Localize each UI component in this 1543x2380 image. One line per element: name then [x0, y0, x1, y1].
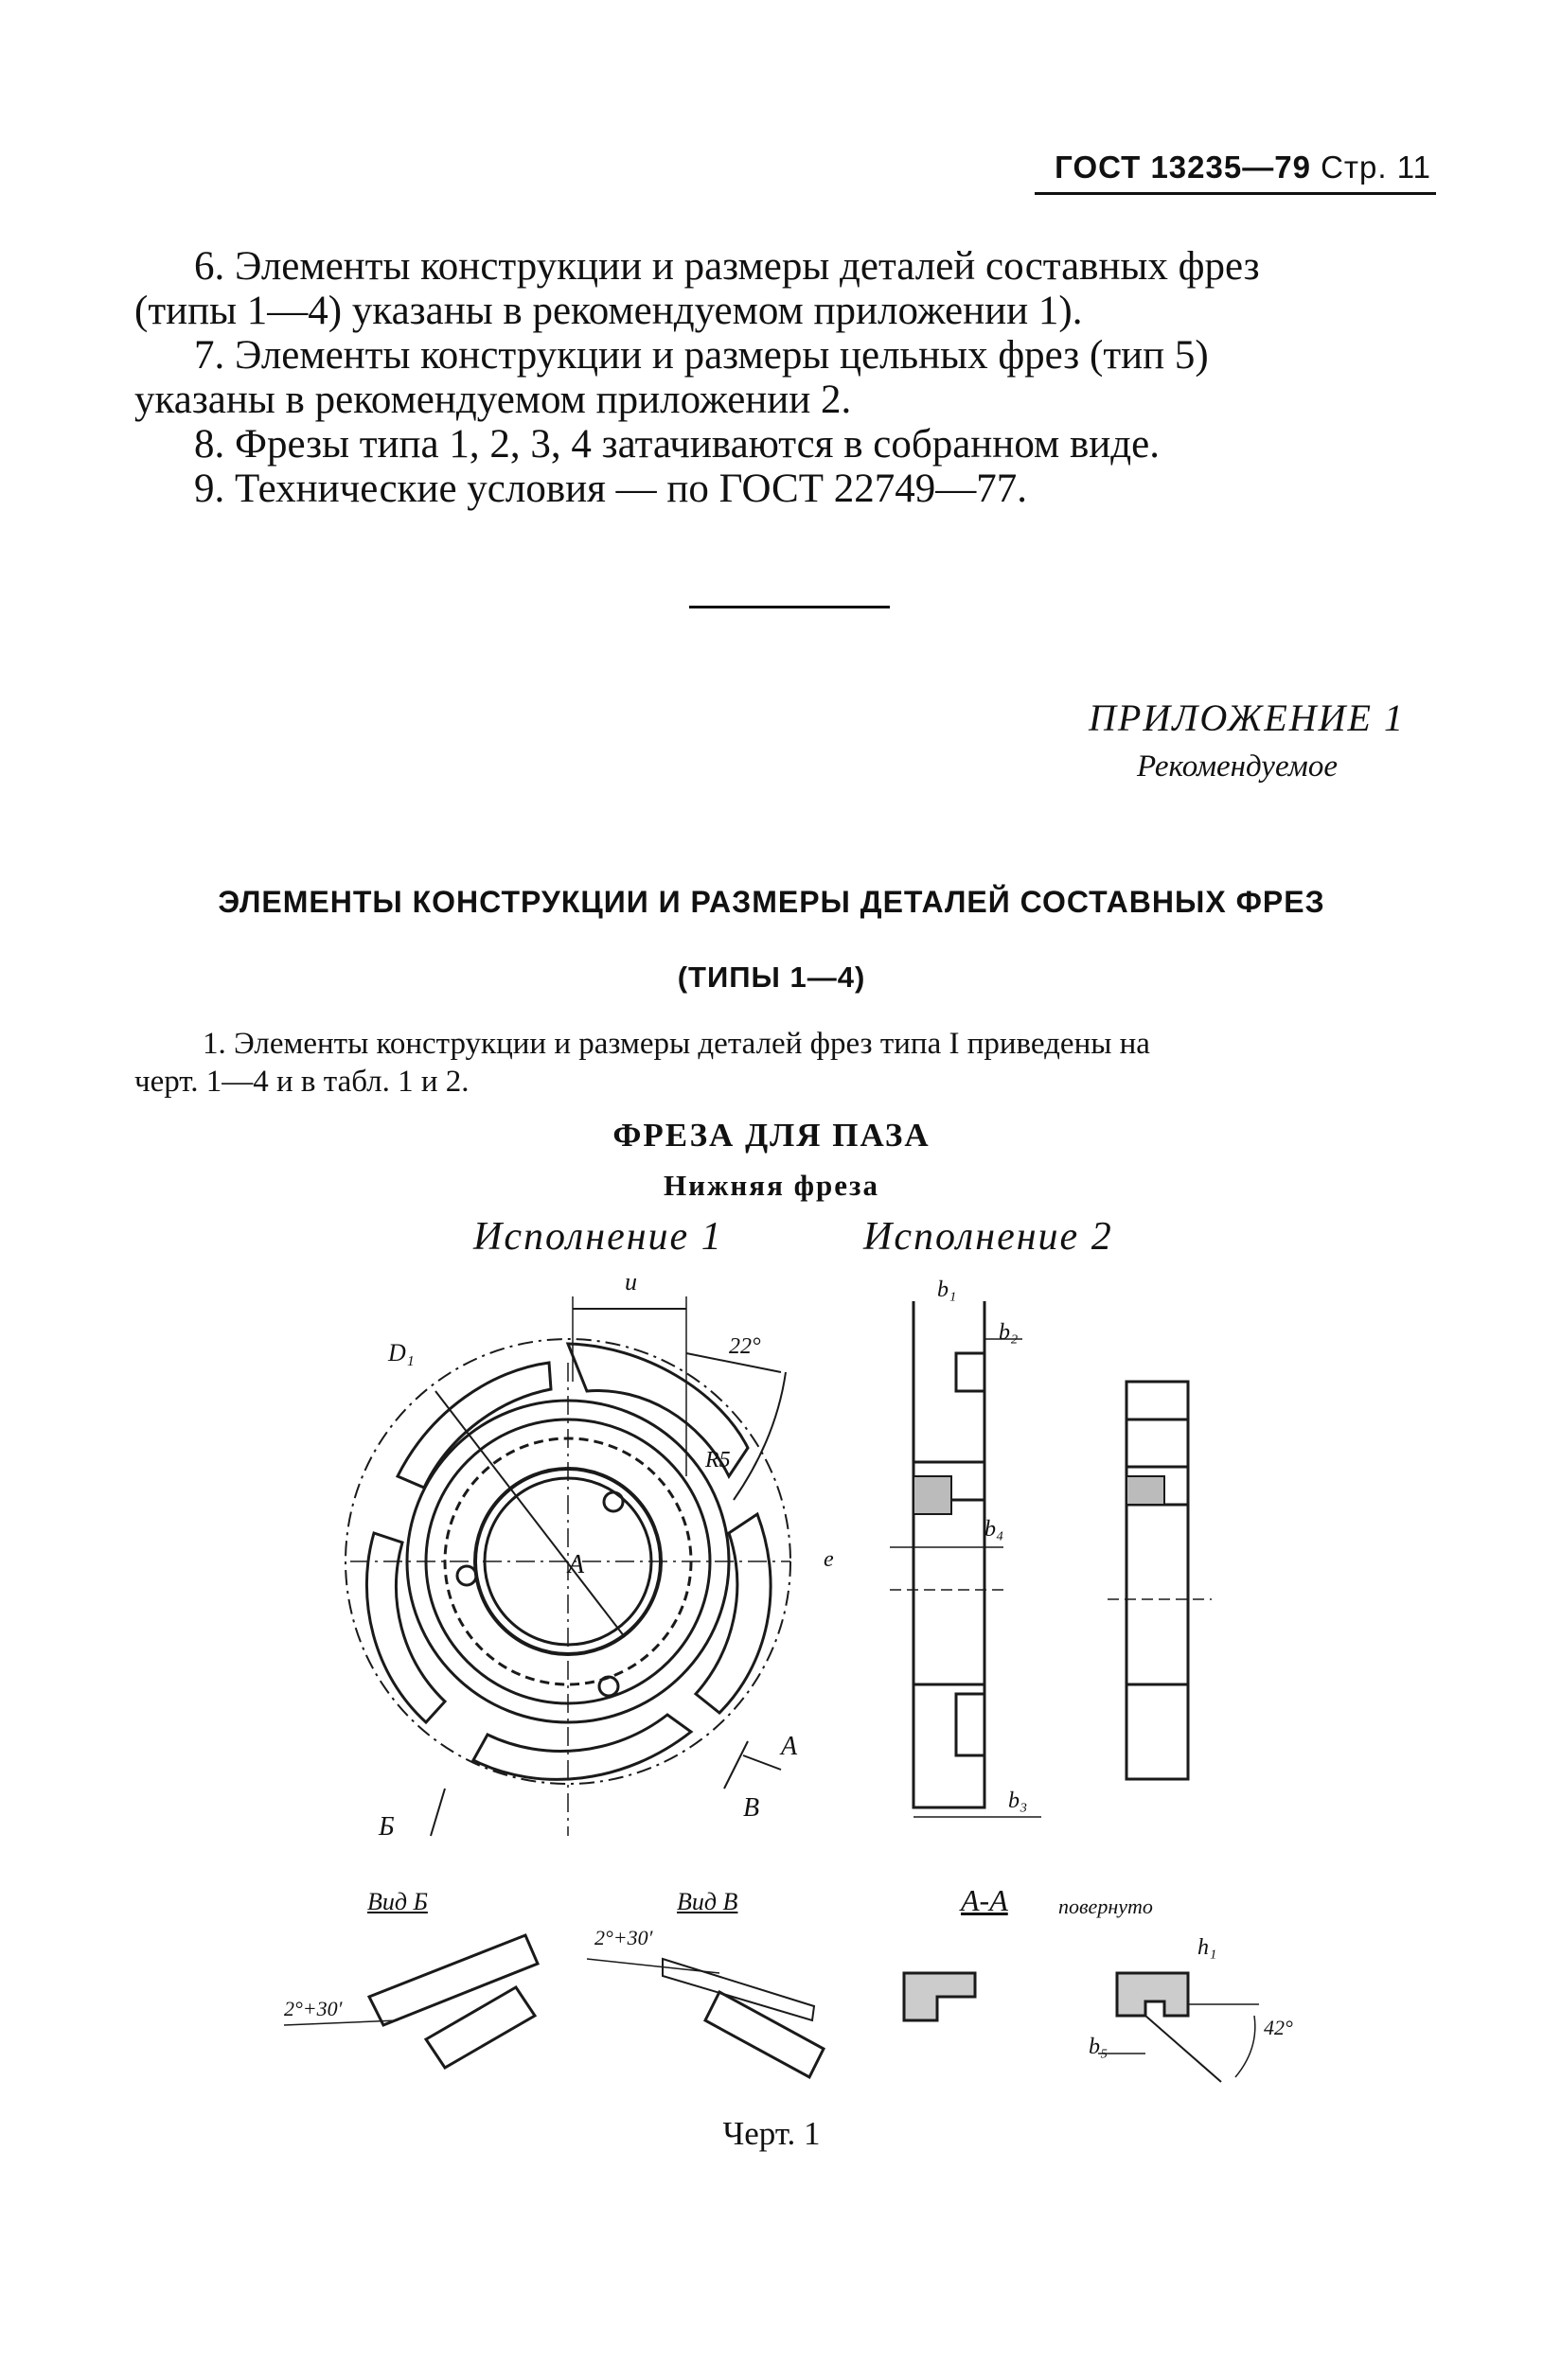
label-r5: R5	[705, 1448, 731, 1472]
label-view-v-arrow: В	[743, 1793, 760, 1823]
label-angle-view-b: 2°+30′	[284, 1997, 343, 2020]
label-b1: b₁	[937, 1278, 957, 1302]
view-b-title: Вид Б	[367, 1888, 428, 1915]
label-view-b-arrow: Б	[379, 1812, 395, 1842]
section-aa-title: А-А	[961, 1883, 1008, 1917]
label-angle-42: 42°	[1264, 2016, 1293, 2039]
figure-caption: Черт. 1	[722, 2115, 821, 2152]
label-b4: b₄	[984, 1517, 1004, 1542]
label-a-center: A	[568, 1550, 585, 1579]
variant-1-label: Исполнение 1	[473, 1215, 723, 1259]
item-7-line1: 7. Элементы конструкции и размеры цельных фрез (тип 5)	[194, 333, 1209, 378]
item-6-line1: 6. Элементы конструкции и размеры деталей составных фрез	[194, 244, 1260, 289]
item-9: 9. Технические условия — по ГОСТ 22749—77.	[194, 467, 1027, 511]
figure-subtitle: Нижняя фреза	[663, 1169, 879, 1202]
page-number: Стр. 11	[1321, 150, 1431, 185]
cutter-side-view-1	[890, 1301, 1041, 1817]
label-d1: D₁	[388, 1339, 415, 1366]
section-para-line1: 1. Элементы конструкции и размеры деталей фрез типа I приведены на	[203, 1027, 1150, 1061]
label-h1: h₁	[1197, 1935, 1217, 1960]
figure-title: ФРЕЗА ДЛЯ ПАЗА	[612, 1117, 931, 1154]
appendix-status: Рекомендуемое	[1136, 749, 1338, 784]
section-aa-drawing	[904, 1973, 1259, 2082]
item-6-line2: (типы 1—4) указаны в рекомендуемом приложении 1).	[134, 289, 1083, 333]
standard-number: ГОСТ 13235—79	[1055, 150, 1311, 185]
item-8: 8. Фрезы типа 1, 2, 3, 4 затачиваются в собранном виде.	[194, 422, 1160, 467]
section-subtitle: (ТИПЫ 1—4)	[677, 961, 866, 994]
label-b5: b₅	[1089, 2035, 1108, 2059]
view-v-drawing	[587, 1959, 824, 2077]
item-7-line2: указаны в рекомендуемом приложении 2.	[134, 378, 852, 422]
section-title: ЭЛЕМЕНТЫ КОНСТРУКЦИИ И РАЗМЕРЫ ДЕТАЛЕЙ СОСТАВНЫХ ФРЕЗ	[218, 885, 1325, 919]
view-v-title: Вид В	[677, 1888, 738, 1915]
appendix-title: ПРИЛОЖЕНИЕ 1	[1089, 696, 1405, 739]
cutter-side-view-2	[1108, 1382, 1212, 1779]
label-a-arrow: A	[781, 1732, 798, 1761]
label-b2: b₂	[999, 1320, 1019, 1345]
label-angle-22: 22°	[729, 1334, 761, 1359]
label-b3: b₃	[1008, 1789, 1028, 1813]
label-u: u	[625, 1268, 637, 1296]
section-para-line2: черт. 1—4 и в табл. 1 и 2.	[134, 1065, 470, 1099]
section-aa-rotated: повернуто	[1058, 1895, 1153, 1918]
variant-2-label: Исполнение 2	[863, 1215, 1113, 1259]
label-e: e	[824, 1547, 834, 1572]
label-angle-view-v: 2°+30′	[594, 1926, 653, 1949]
